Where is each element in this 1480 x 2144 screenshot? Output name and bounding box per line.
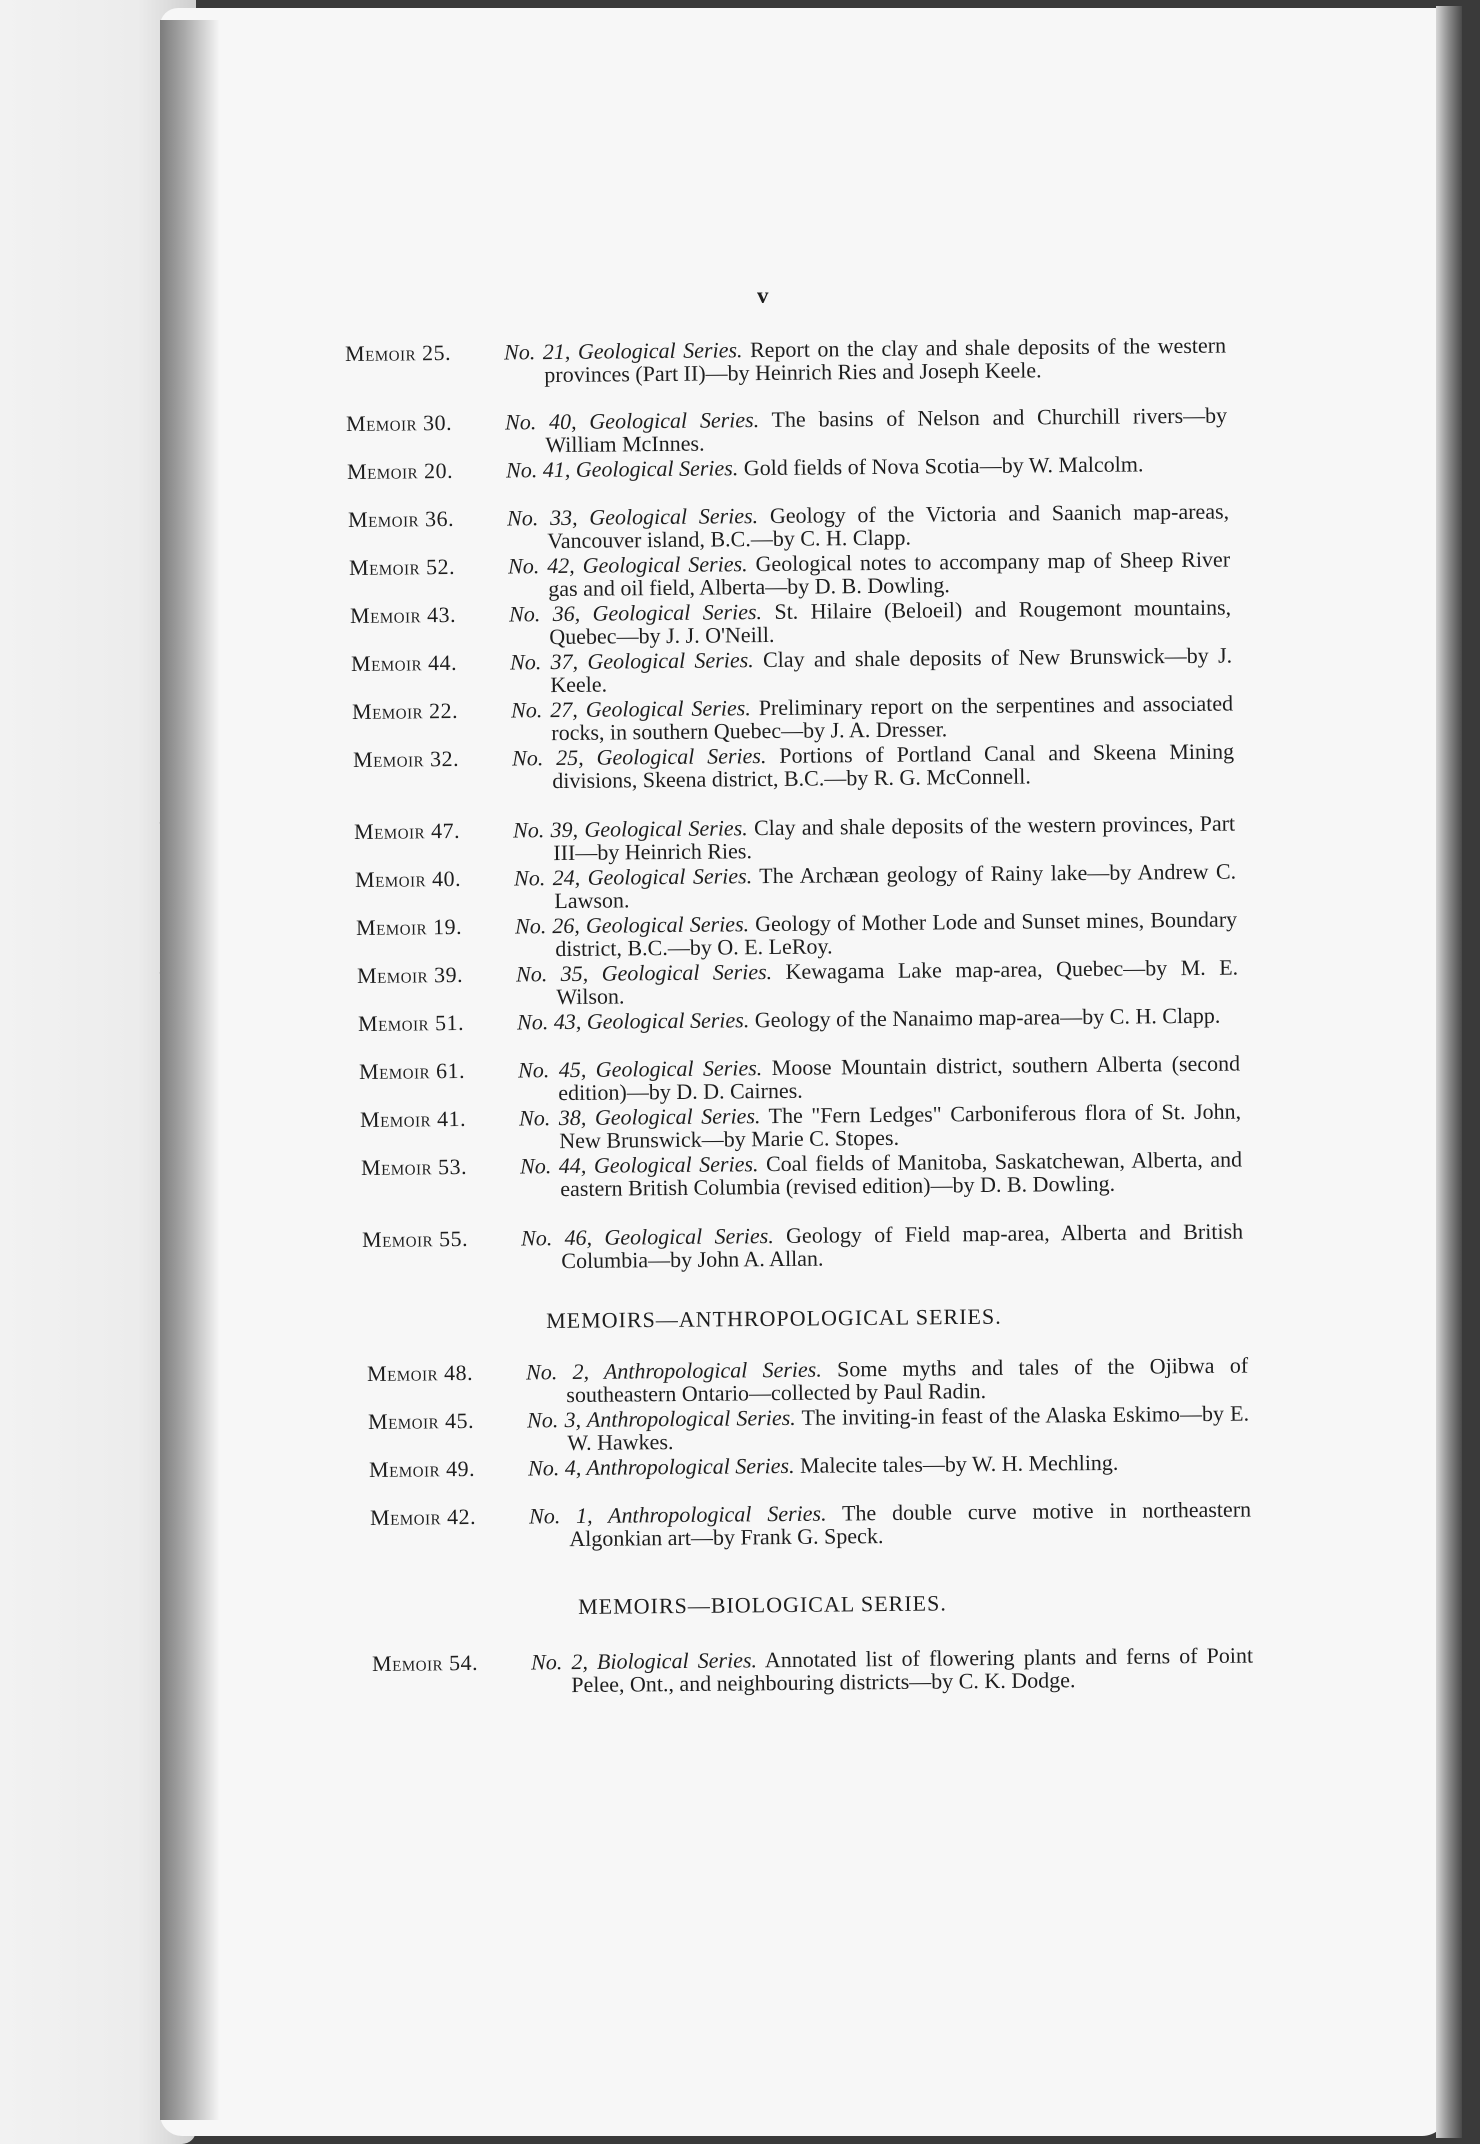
memoir-description bbox=[507, 500, 1229, 553]
section-heading: MEMOIRS—ANTHROPOLOGICAL SERIES. bbox=[546, 1303, 1002, 1333]
memoir-title: The "Fern Ledges" Carboniferous flora of St. John, New Brunswick—by Marie C. Stopes. bbox=[559, 1098, 1242, 1154]
memoir-number: Memoir 43. bbox=[349, 601, 457, 628]
memoir-number: Memoir 39. bbox=[356, 961, 464, 988]
memoir-description bbox=[513, 812, 1235, 865]
series-designation: No. 35, Geological Series. bbox=[515, 959, 773, 987]
memoir-title: Gold fields of Nova Scotia—by W. Malcolm. bbox=[743, 451, 1144, 481]
memoir-title: Coal fields of Manitoba, Saskatchewan, Alberta, and eastern British Columbia (revised edition)—by D. B. Dowling. bbox=[560, 1146, 1243, 1202]
memoir-description bbox=[518, 1052, 1240, 1105]
memoir-number: Memoir 49. bbox=[368, 1455, 476, 1482]
memoir-description bbox=[509, 596, 1231, 649]
memoir-description bbox=[515, 908, 1237, 961]
series-designation: No. 36, Geological Series. bbox=[508, 599, 763, 627]
memoir-number: Memoir 22. bbox=[351, 697, 459, 724]
book-gutter bbox=[160, 20, 220, 2120]
memoir-number: Memoir 47. bbox=[353, 817, 461, 844]
memoir-description bbox=[520, 1148, 1242, 1201]
memoir-title: The double curve motive in northeastern Algonkian art—by Frank G. Speck. bbox=[569, 1496, 1252, 1552]
series-designation: No. 45, Geological Series. bbox=[517, 1055, 763, 1083]
series-designation: No. 21, Geological Series. bbox=[503, 337, 743, 365]
memoir-number: Memoir 30. bbox=[345, 409, 453, 436]
page-edge bbox=[1436, 6, 1462, 2138]
memoir-title: Kewagama Lake map-area, Quebec—by M. E. Wilson. bbox=[556, 954, 1239, 1010]
memoir-description bbox=[511, 692, 1233, 745]
memoir-description bbox=[531, 1644, 1253, 1697]
memoir-number: Memoir 41. bbox=[359, 1105, 467, 1132]
memoir-title: St. Hilaire (Beloeil) and Rougemont mountains, Quebec—by J. J. O'Neill. bbox=[549, 594, 1232, 650]
memoir-title: Portions of Portland Canal and Skeena Mining divisions, Skeena district, B.C.—by R. G. McConnell. bbox=[552, 738, 1235, 794]
memoir-title: The basins of Nelson and Churchill rivers—by William McInnes. bbox=[545, 402, 1228, 458]
memoir-title: Geology of Mother Lode and Sunset mines, Boundary district, B.C.—by O. E. LeRoy. bbox=[555, 906, 1238, 962]
page-number: v bbox=[757, 283, 769, 308]
series-designation: No. 37, Geological Series. bbox=[509, 647, 754, 675]
memoir-description bbox=[514, 860, 1236, 913]
memoir-title: Geology of the Victoria and Saanich map-areas, Vancouver island, B.C.—by C. H. Clapp. bbox=[547, 498, 1230, 554]
memoir-description bbox=[521, 1220, 1243, 1273]
memoir-number: Memoir 44. bbox=[350, 649, 458, 676]
memoir-number: Memoir 19. bbox=[355, 913, 463, 940]
memoir-number: Memoir 32. bbox=[352, 745, 460, 772]
series-designation: No. 26, Geological Series. bbox=[514, 911, 750, 939]
memoir-title: The inviting-in feast of the Alaska Eskimo—by E. W. Hawkes. bbox=[567, 1400, 1250, 1456]
memoir-title: Moose Mountain district, southern Alberta (second edition)—by D. D. Cairnes. bbox=[558, 1050, 1241, 1106]
series-designation: No. 46, Geological Series. bbox=[520, 1223, 774, 1251]
memoir-title: Preliminary report on the serpentines and associated rocks, in southern Quebec—by J. A. Dresser. bbox=[551, 690, 1234, 746]
memoir-number: Memoir 55. bbox=[361, 1225, 469, 1252]
series-designation: No. 41, Geological Series. bbox=[505, 455, 739, 483]
series-designation: No. 3, Anthropological Series. bbox=[526, 1404, 796, 1433]
memoir-title: Report on the clay and shale deposits of the western provinces (Part II)—by Heinrich Ries and Joseph Keele. bbox=[544, 332, 1227, 388]
series-designation: No. 1, Anthropological Series. bbox=[528, 1500, 827, 1529]
memoir-number: Memoir 42. bbox=[369, 1503, 477, 1530]
memoir-number: Memoir 51. bbox=[357, 1009, 465, 1036]
series-designation: No. 25, Geological Series. bbox=[511, 743, 767, 771]
memoir-description bbox=[519, 1100, 1241, 1153]
series-designation: No. 2, Anthropological Series. bbox=[525, 1356, 822, 1385]
series-designation: No. 2, Biological Series. bbox=[530, 1647, 758, 1675]
memoir-title: The Archæan geology of Rainy lake—by Andrew C. Lawson. bbox=[554, 858, 1237, 914]
series-designation: No. 24, Geological Series. bbox=[513, 863, 753, 891]
series-designation: No. 33, Geological Series. bbox=[506, 503, 759, 531]
memoir-title: Clay and shale deposits of the western provinces, Part III—by Heinrich Ries. bbox=[553, 810, 1236, 866]
memoir-number: Memoir 54. bbox=[371, 1649, 479, 1676]
memoir-title: Geological notes to accompany map of Sheep River gas and oil field, Alberta—by D. B. Dowling. bbox=[548, 546, 1231, 602]
memoir-number: Memoir 52. bbox=[348, 553, 456, 580]
memoir-title: Some myths and tales of the Ojibwa of southeastern Ontario—collected by Paul Radin. bbox=[566, 1352, 1249, 1408]
section-heading: MEMOIRS—BIOLOGICAL SERIES. bbox=[578, 1590, 947, 1619]
series-designation: No. 40, Geological Series. bbox=[504, 407, 760, 435]
memoir-number: Memoir 45. bbox=[367, 1407, 475, 1434]
memoir-number: Memoir 25. bbox=[344, 339, 452, 366]
series-designation: No. 27, Geological Series. bbox=[510, 695, 751, 723]
series-designation: No. 4, Anthropological Series. bbox=[527, 1452, 795, 1481]
series-designation: No. 44, Geological Series. bbox=[519, 1151, 759, 1179]
memoir-title: Geology of Field map-area, Alberta and British Columbia—by John A. Allan. bbox=[561, 1218, 1244, 1274]
memoir-description bbox=[504, 334, 1226, 387]
memoir-title: Malecite tales—by W. H. Mechling. bbox=[799, 1449, 1119, 1478]
memoir-number: Memoir 36. bbox=[347, 505, 455, 532]
series-designation: No. 39, Geological Series. bbox=[512, 815, 748, 843]
memoir-description bbox=[508, 548, 1230, 601]
memoir-title: Geology of the Nanaimo map-area—by C. H. Clapp. bbox=[754, 1002, 1221, 1033]
series-designation: No. 38, Geological Series. bbox=[518, 1103, 761, 1131]
memoir-number: Memoir 53. bbox=[360, 1153, 468, 1180]
memoir-description bbox=[510, 644, 1232, 697]
memoir-title: Annotated list of flowering plants and ferns of Point Pelee, Ont., and neighbouring districts—by C. K. Dodge. bbox=[571, 1642, 1254, 1698]
memoir-description bbox=[527, 1402, 1249, 1455]
memoir-description bbox=[526, 1354, 1248, 1407]
series-designation: No. 42, Geological Series. bbox=[507, 551, 748, 579]
memoir-description bbox=[505, 404, 1227, 457]
memoir-number: Memoir 61. bbox=[358, 1057, 466, 1084]
memoir-number: Memoir 48. bbox=[366, 1359, 474, 1386]
memoir-description bbox=[516, 956, 1238, 1009]
series-designation: No. 43, Geological Series. bbox=[516, 1007, 750, 1035]
memoir-description bbox=[529, 1498, 1251, 1551]
memoir-title: Clay and shale deposits of New Brunswick—by J. Keele. bbox=[550, 642, 1233, 698]
memoir-description bbox=[512, 740, 1234, 793]
memoir-number: Memoir 20. bbox=[346, 457, 454, 484]
memoir-number: Memoir 40. bbox=[354, 865, 462, 892]
